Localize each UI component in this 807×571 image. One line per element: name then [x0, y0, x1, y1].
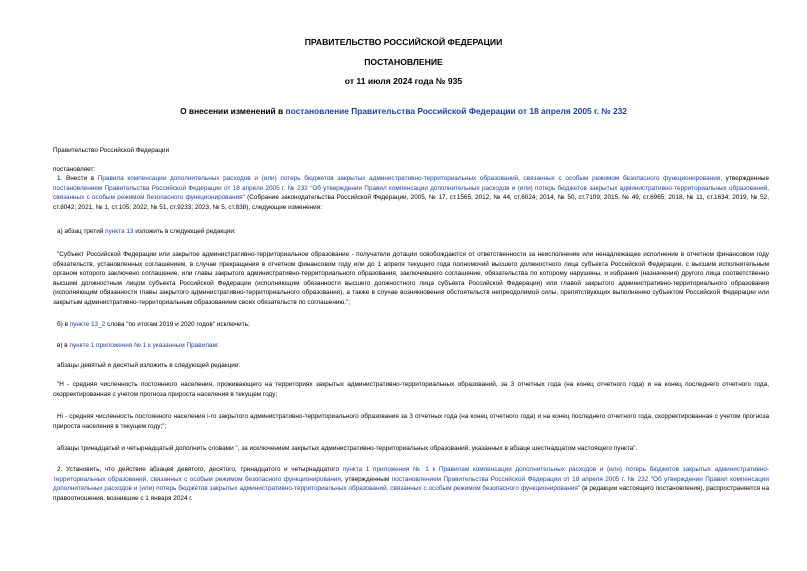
- paragraph-preamble: [53, 146, 769, 156]
- clause-13-2-link[interactable]: пункте 13_2: [69, 321, 106, 328]
- decree-link-2[interactable]: постановлением Правительства Российской Федерации от 18 апреля 2005 г. № 232 "Об утверждении Правил компенсации дополнительных расходов и (или) потерь бюджетов закрытых административно-территориальных образований, связанных с особым режимом безопасного функционирования": [53, 475, 769, 493]
- paragraph-item-1: [53, 174, 769, 212]
- rules-link[interactable]: Правила компенсации дополнительных расходов и (или) потерь бюджетов закрытых административно-территориальных образований, связанных с особым режимом безопасного функционирования: [97, 175, 721, 182]
- abzacy-9-10-text: абзацы девятый и десятый изложить в следующей редакции:: [57, 362, 241, 369]
- title-link[interactable]: постановление Правительства Российской Федерации от 18 апреля 2005 г. № 232: [285, 106, 627, 116]
- item-b-text-b: слова "по итогам 2019 и 2020 годов" исключить;: [105, 321, 250, 328]
- document-date-number: от 11 июля 2024 года № 935: [344, 76, 463, 86]
- paragraph-item-v: [53, 341, 769, 351]
- document-title: [0, 106, 807, 116]
- abzacy-13-14-text: абзацы тринадцатый и четырнадцатый дополнить словами ", за исключением закрытых административно-территориальных образований, указанных в абзаце шестнадцатом настоящего пункта".: [57, 445, 638, 452]
- paragraph-abzacy-13-14: [53, 444, 769, 454]
- decree-link[interactable]: постановлением Правительства Российской Федерации от 18 апреля 2005 г. № 232 "Об утверждении Правил компенсации дополнительных расходов и (или) потерь бюджетов закрытых административно-территориальных образований, связанных с особым режимом безопасного функционирования": [53, 184, 769, 202]
- formula-hi-text: Hi - средняя численность постоянного населения i-го закрытого административно-территориального образования за 3 отчетных года (на конец отчетного года) и на конец последнего отчетного года, скорректированная с учетом прогноза прироста населения в текущем году;";: [53, 413, 769, 430]
- quote-1-text: "Субъект Российской Федерации или закрытое административно-территориальное образование - получатели дотации освобождаются от ответственности за неисполнение или ненадлежащее исполнение в отчетном финансовом году обязательств, установленных соглашением, в случае прекращения в отчетном финансовом году или до 1 апреля текущего года полномочий высшего должностного лица субъекта Российской Федерации, с высшим исполнительным органом которого заключено соглашение, или главы закрытого административно-территориального образования, заключившего соглашение, обязательства по которому нарушены, и избрания (назначения) другого лица соответственно высшим должностным лицом субъекта Российской Федерации (исполняющим обязанности высшего должностного лица субъекта Российской Федерации) или главой закрытого административно-территориального образования (исполняющим обязанности главы закрытого административно-территориального образования), а также в случае возникновения обстоятельств непреодолимой силы, препятствующих выполнению субъектом Российской Федерации или закрытым административно-территориальным образованием своих обязательств по соглашению.";: [53, 251, 769, 306]
- appendix-link[interactable]: пункте 1 приложения № 1 к указанным Правилам: [69, 342, 217, 349]
- paragraph-item-a: [53, 227, 769, 237]
- document-type: ПОСТАНОВЛЕНИЕ: [364, 57, 443, 67]
- paragraph-item-2: [53, 465, 769, 503]
- item-v-text-b: :: [216, 342, 219, 349]
- title-prefix: О внесении изменений в: [180, 106, 286, 116]
- item1-text-c: (Собрание законодательства Российской Федерации, 2005, № 17, ст.1565; 2012, № 44, ст.6024; 2014, № 50, ст.7109; 2015, № 49, ст.6965; 2018, № 11, ст.1634; 2019, № 52, ст.8042; 2021, № 1, ст.105; 2022, № 51, ст.9233; 2023, № 5, ст.838), следующие изменения:: [53, 194, 770, 211]
- item1-text-a: 1. Внести в: [57, 175, 98, 182]
- item-a-text-b: изложить в следующей редакции:: [133, 228, 236, 235]
- paragraph-abzacy-9-10: [53, 361, 769, 371]
- formula-n-text: "Н - средняя численность постоянного населения, проживающего на территориях закрытых административно-территориальных образований, за 3 отчетных года (на конец отчетного года) и на конец последнего отчетного года, скорректированная с учетом прогноза прироста населения в текущем году;: [53, 381, 769, 398]
- item2-text-b: , утвержденным: [340, 475, 392, 483]
- appendix-rules-link[interactable]: пункта 1 приложения № 1 к Правилам компенсации дополнительных расходов и (или) потерь бюджетов закрытых административно-территориальных образований, связанных с особым режимом безопасного функционирования: [53, 466, 769, 483]
- item-v-text-a: в) в: [57, 342, 70, 349]
- item2-text-c: (в редакции настоящего постановления), распространяется на правоотношения, возникшие с 1 января 2024 г.: [53, 485, 769, 502]
- item-a-text-a: а) абзац третий: [57, 228, 106, 235]
- preamble-text: Правительство Российской Федерации: [53, 147, 170, 154]
- item2-text-a: 2. Установить, что действие абзацев девятого, десятого, тринадцатого и четырнадцатого: [57, 466, 343, 473]
- resolves-text: постановляет:: [53, 166, 96, 173]
- item-b-text-a: б) в: [57, 321, 70, 328]
- item1-text-b: , утвержденные: [720, 175, 769, 182]
- clause-13-link[interactable]: пункта 13: [105, 228, 134, 235]
- paragraph-quote-1: [53, 250, 769, 308]
- government-heading: ПРАВИТЕЛЬСТВО РОССИЙСКОЙ ФЕДЕРАЦИИ: [304, 37, 503, 47]
- paragraph-item-b: [53, 320, 769, 330]
- paragraph-formula-hi: [53, 412, 769, 431]
- paragraph-formula-n: [53, 380, 769, 399]
